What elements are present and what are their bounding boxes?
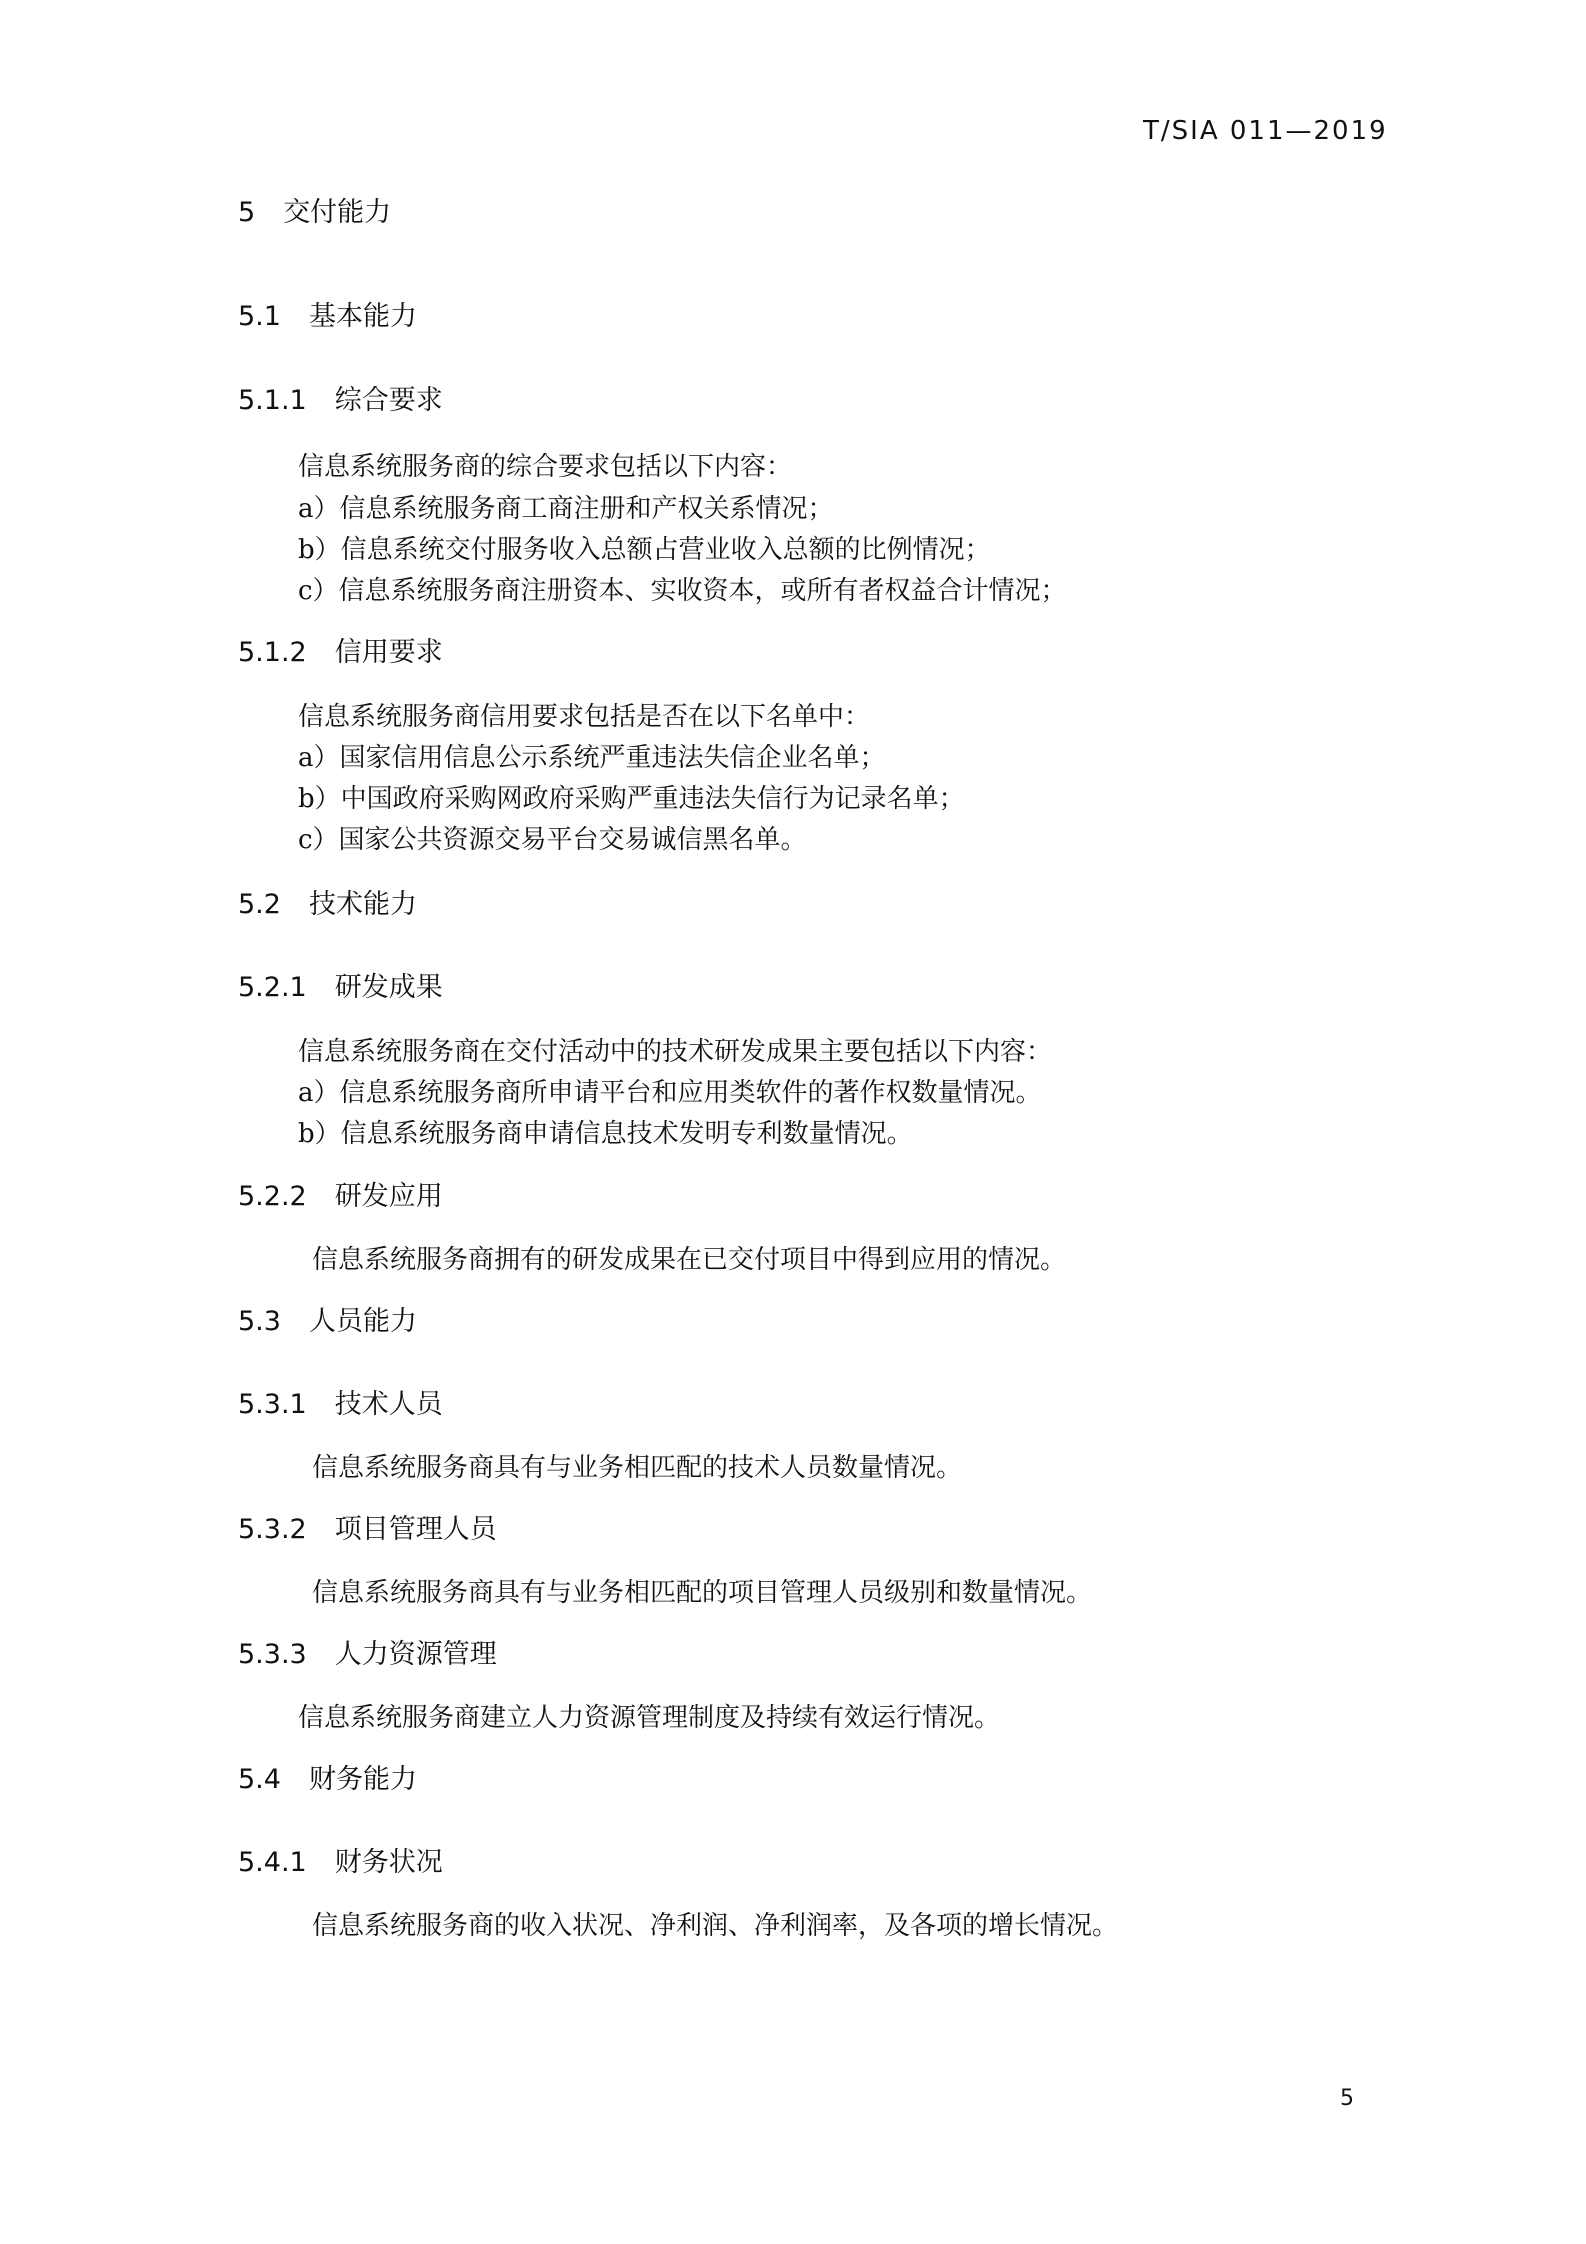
section-heading-5-3-1 [238, 1388, 443, 1422]
section-number: 5.1 [238, 301, 281, 332]
list-item: b）信息系统交付服务收入总额占营业收入总额的比例情况； [298, 535, 991, 565]
section-heading-5-3 [238, 1305, 417, 1339]
section-title: 技术能力 [308, 889, 417, 920]
list-item: b）信息系统服务商申请信息技术发明专利数量情况。 [298, 1119, 913, 1149]
paragraph-5-2-2: 信息系统服务商拥有的研发成果在已交付项目中得到应用的情况。 [312, 1245, 1067, 1275]
section-heading-5-2 [238, 888, 417, 922]
section-title: 综合要求 [334, 385, 443, 416]
section-title: 人员能力 [308, 1306, 417, 1337]
section-number: 5.1.1 [238, 385, 307, 416]
section-number: 5.4.1 [238, 1847, 307, 1878]
section-title: 人力资源管理 [334, 1639, 497, 1670]
section-number: 5.3.2 [238, 1514, 307, 1545]
section-heading-5 [238, 196, 391, 230]
section-heading-5-2-1 [238, 971, 443, 1005]
section-heading-5-3-2 [238, 1513, 497, 1547]
section-heading-5-3-3 [238, 1638, 497, 1672]
section-heading-5-2-2 [238, 1180, 443, 1214]
section-title: 财务能力 [308, 1764, 417, 1795]
section-title: 研发成果 [334, 972, 443, 1003]
section-number: 5 [238, 197, 256, 228]
section-title: 基本能力 [308, 301, 417, 332]
section-number: 5.2 [238, 889, 281, 920]
section-number: 5.3 [238, 1306, 281, 1337]
section-title: 信用要求 [334, 637, 443, 668]
paragraph-5-3-2: 信息系统服务商具有与业务相匹配的项目管理人员级别和数量情况。 [312, 1578, 1093, 1608]
list-item: b）中国政府采购网政府采购严重违法失信行为记录名单； [298, 784, 965, 814]
section-heading-5-1 [238, 300, 417, 334]
section-number: 5.4 [238, 1764, 281, 1795]
section-number: 5.2.1 [238, 972, 307, 1003]
list-item: a）信息系统服务商工商注册和产权关系情况； [298, 494, 834, 524]
section-heading-5-1-1 [238, 384, 443, 418]
section-number: 5.2.2 [238, 1181, 307, 1212]
section-number: 5.3.3 [238, 1639, 307, 1670]
document-id-header: T/SIA 011—2019 [1143, 116, 1388, 146]
paragraph-5-1-1-intro: 信息系统服务商的综合要求包括以下内容： [298, 452, 793, 482]
section-heading-5-1-2 [238, 636, 443, 670]
section-title: 财务状况 [334, 1847, 443, 1878]
section-heading-5-4 [238, 1763, 417, 1797]
paragraph-5-3-1: 信息系统服务商具有与业务相匹配的技术人员数量情况。 [312, 1453, 963, 1483]
list-item: c）信息系统服务商注册资本、实收资本，或所有者权益合计情况； [298, 576, 1067, 606]
list-item: c）国家公共资源交易平台交易诚信黑名单。 [298, 825, 807, 855]
paragraph-5-2-1-intro: 信息系统服务商在交付活动中的技术研发成果主要包括以下内容： [298, 1037, 1053, 1067]
section-number: 5.3.1 [238, 1389, 307, 1420]
section-number: 5.1.2 [238, 637, 307, 668]
section-title: 技术人员 [334, 1389, 443, 1420]
page-number: 5 [1340, 2086, 1354, 2111]
paragraph-5-4-1: 信息系统服务商的收入状况、净利润、净利润率，及各项的增长情况。 [312, 1911, 1119, 1941]
section-title: 项目管理人员 [334, 1514, 497, 1545]
list-item: a）信息系统服务商所申请平台和应用类软件的著作权数量情况。 [298, 1078, 1042, 1108]
section-title: 交付能力 [283, 197, 392, 228]
paragraph-5-3-3: 信息系统服务商建立人力资源管理制度及持续有效运行情况。 [298, 1703, 1001, 1733]
section-title: 研发应用 [334, 1181, 443, 1212]
list-item: a）国家信用信息公示系统严重违法失信企业名单； [298, 743, 886, 773]
paragraph-5-1-2-intro: 信息系统服务商信用要求包括是否在以下名单中： [298, 702, 871, 732]
section-heading-5-4-1 [238, 1846, 443, 1880]
